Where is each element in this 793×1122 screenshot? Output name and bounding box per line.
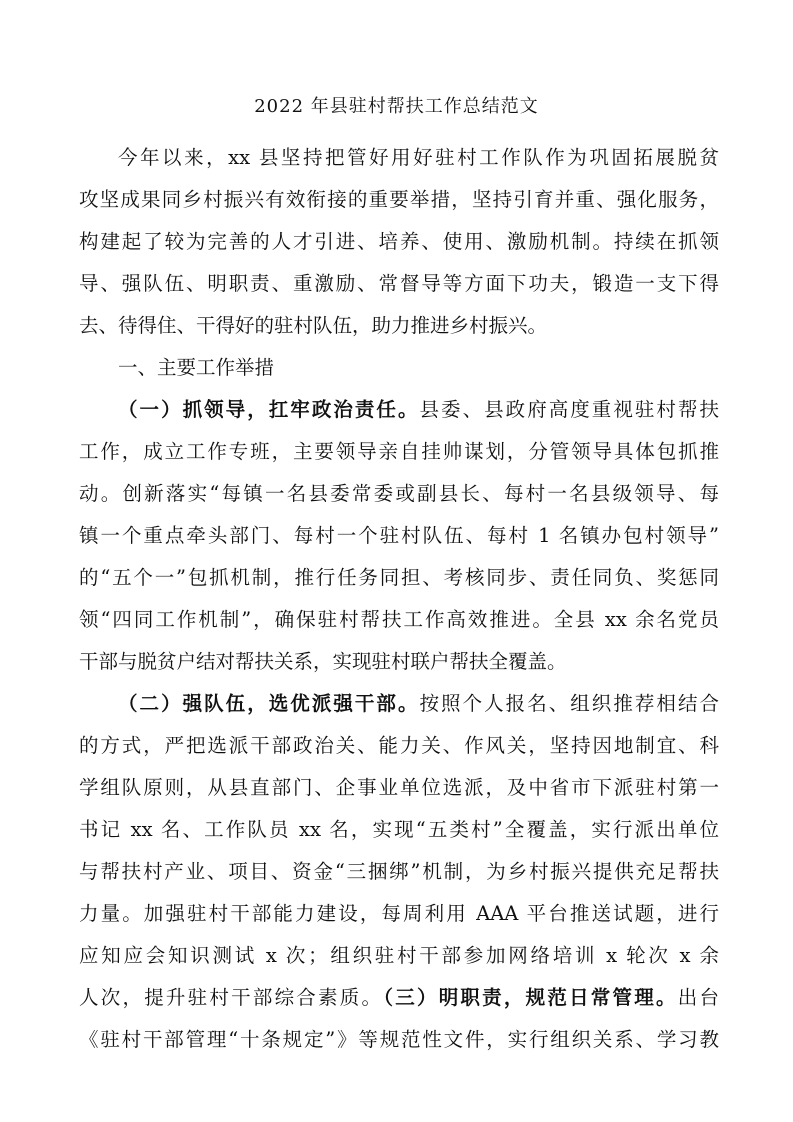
line-text: 人次，提升驻村干部综合素质。 xyxy=(79,986,384,1009)
paragraph-line xyxy=(79,734,719,758)
line-text: 书记 xx 名、工作队员 xx 名，实现“五类村”全覆盖，实行派出单位 xyxy=(79,818,719,841)
paragraph-line xyxy=(79,188,719,212)
line-text: 一、主要工作举措 xyxy=(118,356,275,379)
paragraph-line xyxy=(79,566,719,590)
paragraph-line xyxy=(79,440,719,464)
line-text: 干部与脱贫户结对帮扶关系，实现驻村联户帮扶全覆盖。 xyxy=(79,650,567,673)
line-text: 《驻村干部管理“十条规定”》等规范性文件，实行组织关系、学习教 xyxy=(79,1028,719,1051)
paragraph-line xyxy=(79,272,719,296)
paragraph-line xyxy=(79,524,719,548)
paragraph-line xyxy=(79,818,719,842)
line-text: 去、待得住、干得好的驻村队伍，助力推进乡村振兴。 xyxy=(79,314,548,337)
line-text: 攻坚成果同乡村振兴有效衔接的重要举措，坚持引育并重、强化服务， xyxy=(79,188,719,211)
subheading-text: （二）强队伍，选优派强干部。 xyxy=(118,692,420,715)
line-text: 镇一个重点牵头部门、每村一个驻村队伍、每村 1 名镇办包村领导” xyxy=(79,524,719,547)
section-heading xyxy=(118,356,719,380)
document-title: 2022 年县驻村帮扶工作总结范文 xyxy=(254,96,539,117)
line-text: 的方式，严把选派干部政治关、能力关、作风关，坚持因地制宜、科 xyxy=(79,734,719,757)
line-text: 按照个人报名、组织推荐相结合 xyxy=(419,692,719,715)
line-text: 工作，成立工作专班，主要领导亲自挂帅谋划，分管领导具体包抓推 xyxy=(79,440,719,463)
subheading-text: （一）抓领导，扛牢政治责任。 xyxy=(118,398,420,421)
paragraph-line xyxy=(79,650,719,674)
paragraph-line xyxy=(79,902,719,926)
line-text: 力量。加强驻村干部能力建设，每周利用 AAA 平台推送试题，进行 xyxy=(79,902,719,925)
line-text: 领“四同工作机制”，确保驻村帮扶工作高效推进。全县 xx 余名党员 xyxy=(79,608,719,631)
line-text: 学组队原则，从县直部门、企事业单位选派，及中省市下派驻村第一 xyxy=(79,776,719,799)
line-text: 县委、县政府高度重视驻村帮扶 xyxy=(419,398,719,421)
paragraph-line xyxy=(79,986,719,1010)
paragraph-line xyxy=(79,944,719,968)
line-text: 出台 xyxy=(677,986,719,1009)
line-text: 应知应会知识测试 x 次；组织驻村干部参加网络培训 x 轮次 x 余 xyxy=(79,944,719,967)
paragraph-line xyxy=(79,1028,719,1052)
paragraph-line xyxy=(79,776,719,800)
line-text: 的“五个一”包抓机制，推行任务同担、考核同步、责任同负、奖惩同 xyxy=(79,566,719,589)
subheading-text: （三）明职责，规范日常管理。 xyxy=(383,986,678,1009)
paragraph-line xyxy=(79,608,719,632)
line-text: 动。创新落实“每镇一名县委常委或副县长、每村一名县级领导、每 xyxy=(79,482,719,505)
paragraph-line xyxy=(79,860,719,884)
line-text: 与帮扶村产业、项目、资金“三捆绑”机制，为乡村振兴提供充足帮扶 xyxy=(79,860,719,883)
line-text: 导、强队伍、明职责、重激励、常督导等方面下功夫，锻造一支下得 xyxy=(79,272,719,295)
line-text: 今年以来，xx 县坚持把管好用好驻村工作队作为巩固拓展脱贫 xyxy=(118,146,719,169)
paragraph-line xyxy=(79,314,719,338)
paragraph-line xyxy=(118,146,719,170)
paragraph-line xyxy=(118,692,719,716)
paragraph-line xyxy=(79,230,719,254)
paragraph-line xyxy=(118,398,719,422)
paragraph-line xyxy=(79,482,719,506)
line-text: 构建起了较为完善的人才引进、培养、使用、激励机制。持续在抓领 xyxy=(79,230,719,253)
